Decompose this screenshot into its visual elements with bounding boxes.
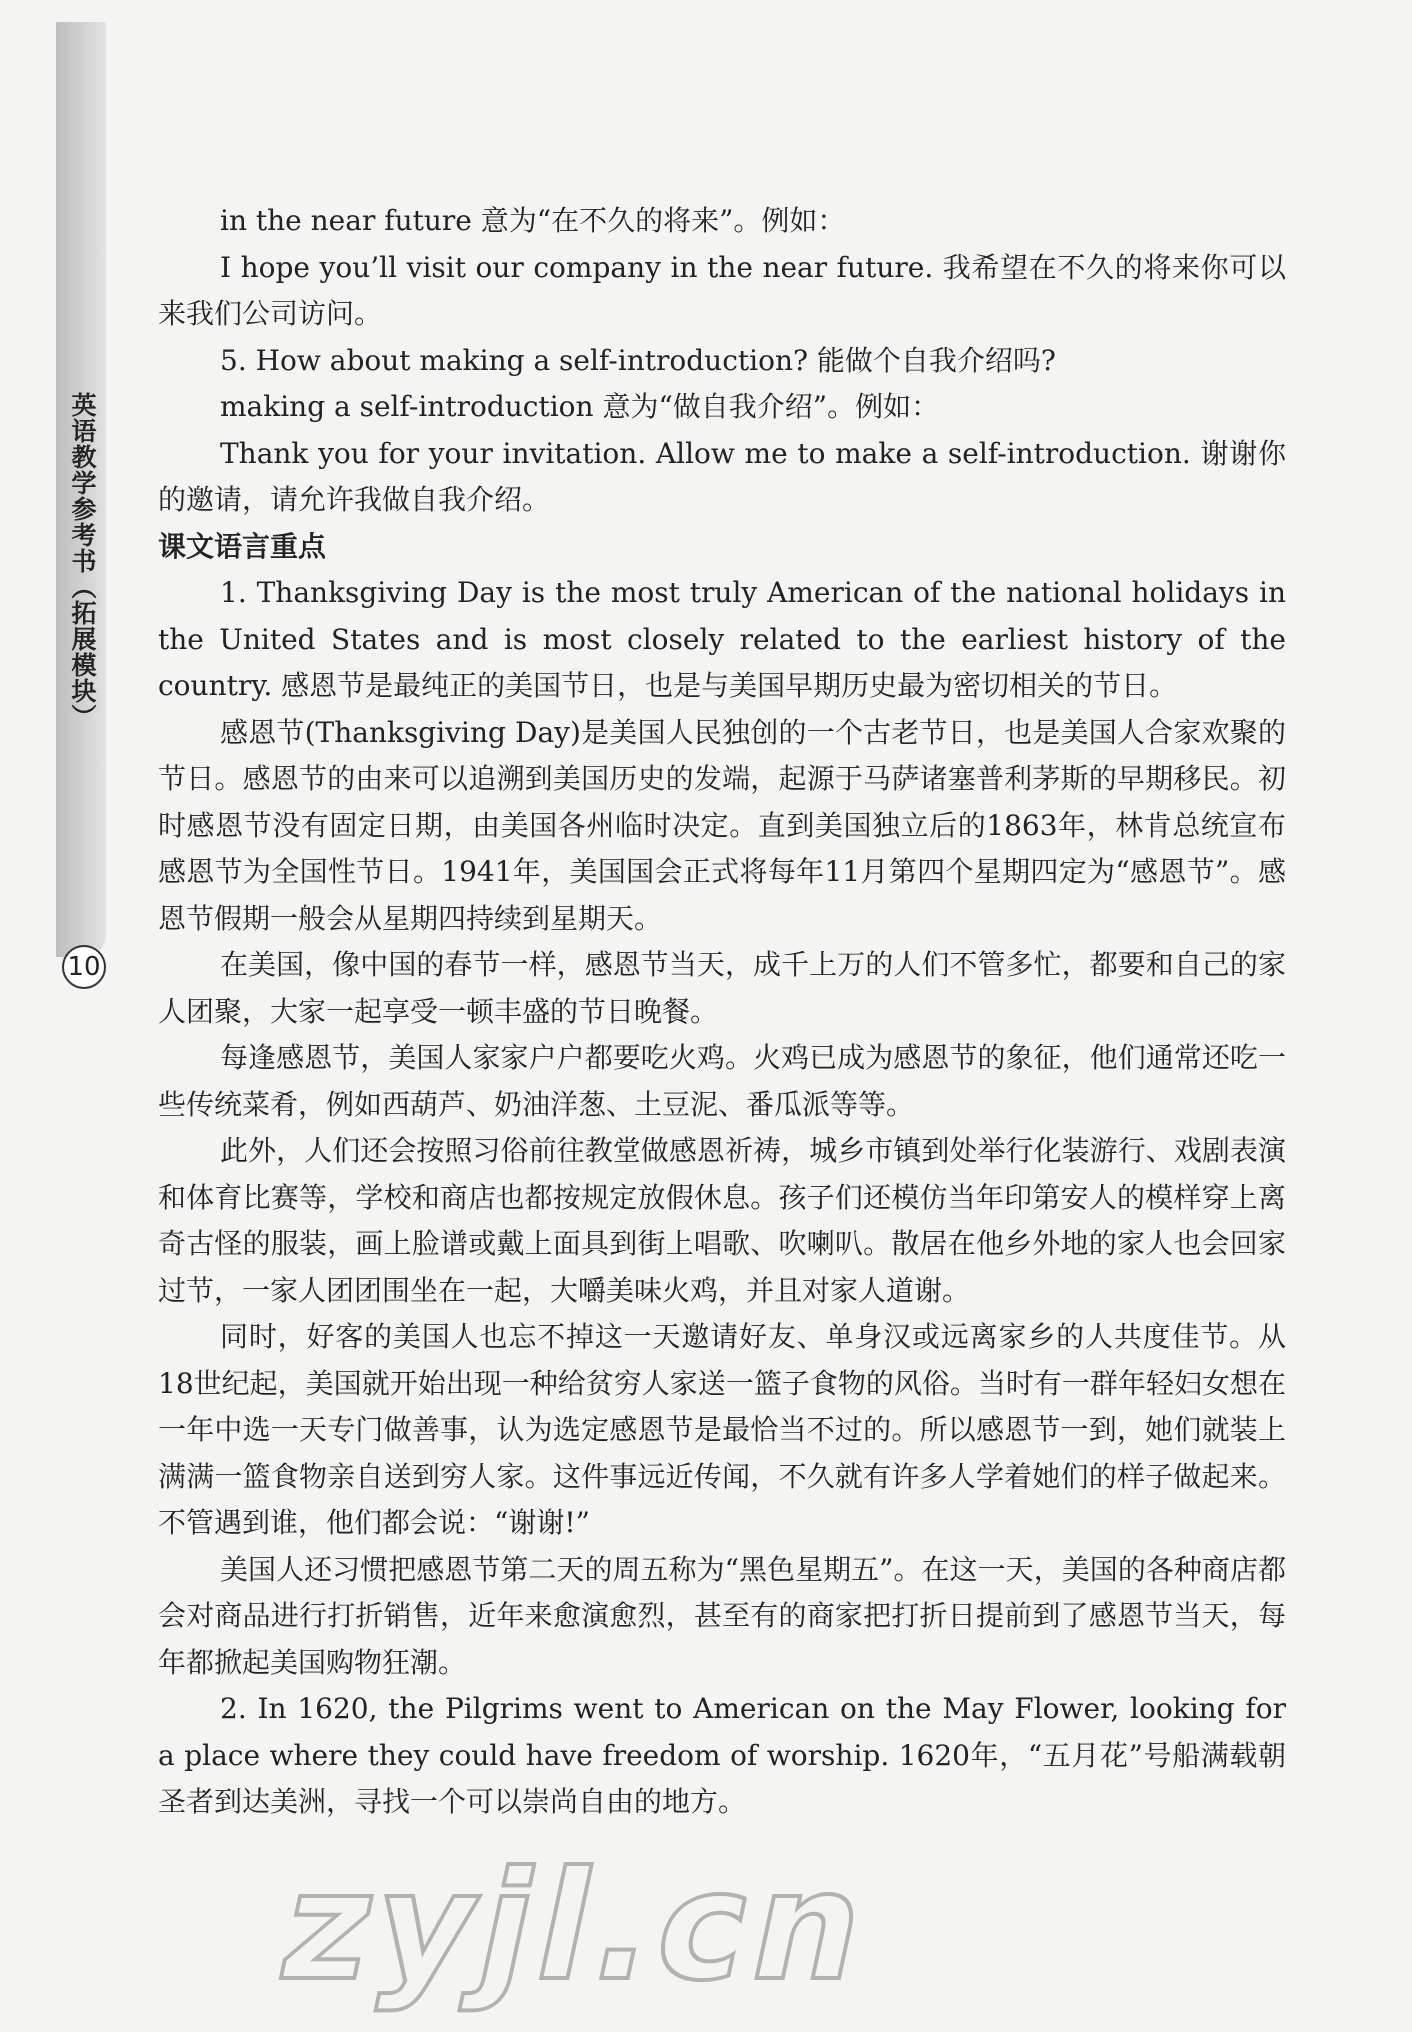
paragraph: in the near future 意为“在不久的将来”。例如： (220, 204, 846, 237)
page-body (158, 198, 1286, 1826)
paragraph: 同时，好客的美国人也忘不掉这一天邀请好友、单身汉或远离家乡的人共度佳节。从18世纪起，美国就开始出现一种给贫穷人家送一篮子食物的风俗。当时有一群年轻妇女想在一年中选一天专门做善事，认为选定感恩节是最恰当不过的。所以感恩节一到，她们就装上满满一篮食物亲自送到穷人家。这件事远近传闻，不久就有许多人学着她们的样子做起来。不管遇到谁，他们都会说：“谢谢!” (158, 1320, 1286, 1539)
section-heading: 课文语言重点 (158, 529, 327, 563)
paragraph: 1. Thanksgiving Day is the most truly American of the national holidays in the United States and is most closely related to the earliest history of the country. 感恩节是最纯正的美国节日，也是与美国早期历史最为密切相关的节日。 (158, 576, 1286, 702)
paragraph: I hope you’ll visit our company in the near future. 我希望在不久的将来你可以来我们公司访问。 (158, 250, 1286, 330)
paragraph: 5. How about making a self-introduction? 能做个自我介绍吗? (220, 343, 1056, 377)
paragraph: 每逢感恩节，美国人家家户户都要吃火鸡。火鸡已成为感恩节的象征，他们通常还吃一些传统菜肴，例如西葫芦、奶油洋葱、土豆泥、番瓜派等等。 (158, 1041, 1286, 1121)
page-number: 10 (62, 945, 106, 989)
paragraph: 此外，人们还会按照习俗前往教堂做感恩祈祷，城乡市镇到处举行化装游行、戏剧表演和体育比赛等，学校和商店也都按规定放假休息。孩子们还模仿当年印第安人的模样穿上离奇古怪的服装，画上脸谱或戴上面具到街上唱歌、吹喇叭。散居在他乡外地的家人也会回家过节，一家人团团围坐在一起，大嚼美味火鸡，并且对家人道谢。 (158, 1134, 1286, 1307)
book-title-vertical: 英语教学参考书（拓展模块） (68, 392, 97, 730)
paragraph: 美国人还习惯把感恩节第二天的周五称为“黑色星期五”。在这一天，美国的各种商店都会对商品进行打折销售，近年来愈演愈烈，甚至有的商家把打折日提前到了感恩节当天，每年都掀起美国购物狂潮。 (158, 1552, 1286, 1679)
paragraph: making a self-introduction 意为“做自我介绍”。例如： (220, 390, 940, 423)
paragraph: 感恩节(Thanksgiving Day)是美国人民独创的一个古老节日，也是美国人合家欢聚的节日。感恩节的由来可以追溯到美国历史的发端，起源于马萨诸塞普利茅斯的早期移民。初时感恩节没有固定日期，由美国各州临时决定。直到美国独立后的1863年，林肯总统宣布感恩节为全国性节日。1941年，美国国会正式将每年11月第四个星期四定为“感恩节”。感恩节假期一般会从星期四持续到星期天。 (158, 715, 1286, 935)
paragraph: Thank you for your invitation. Allow me to make a self-introduction. 谢谢你的邀请，请允许我做自我介绍。 (158, 436, 1286, 516)
paragraph: 在美国，像中国的春节一样，感恩节当天，成千上万的人们不管多忙，都要和自己的家人团聚，大家一起享受一顿丰盛的节日晚餐。 (158, 948, 1286, 1028)
paragraph: 2. In 1620, the Pilgrims went to American on the May Flower, looking for a place where they could have freedom of worship. 1620年，“五月花”号船满载朝圣者到达美洲，寻找一个可以崇尚自由的地方。 (158, 1692, 1286, 1818)
watermark: zyjl.cn (266, 1840, 887, 2014)
